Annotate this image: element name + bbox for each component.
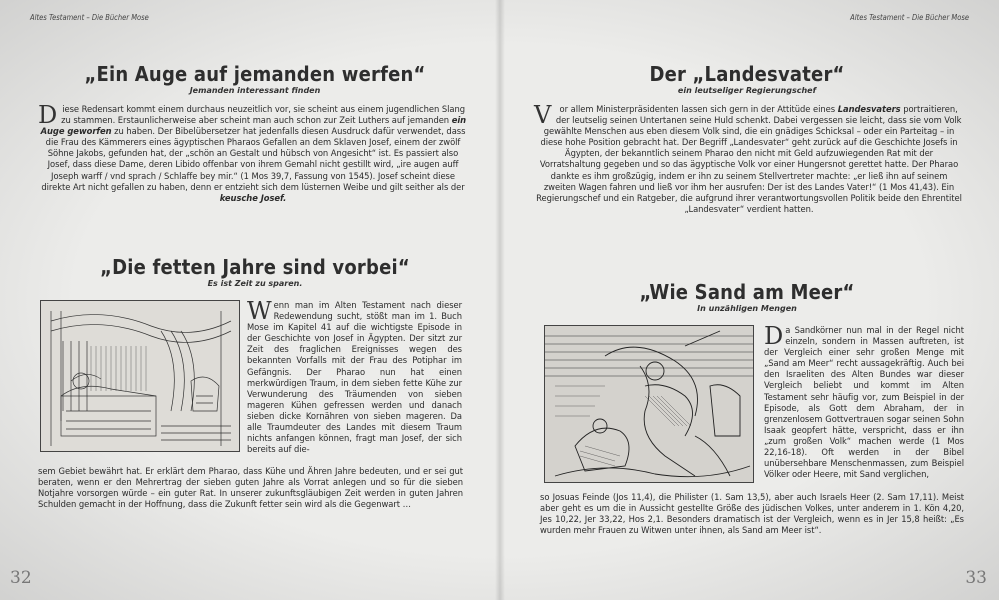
section-body-beside-image: Da Sandkörner nun mal in der Regel nicht einzeln, sondern in Massen auftreten, ist der Vergleich einer sehr großen Menge mit „Sand am Meer“ recht aussagekräftig. Auch bei den Israeliten des Alten Bundes war dieser Vergleich beliebt und kommt im Alten Testament sehr häufig vor, zum Beispiel in der Episode, als Gott dem Abraham, der in grenzenlosem Gottvertrauen sogar seinen Sohn Isaak geopfert hätte, verspricht, dass er ihn „zum großen Volk“ machen werde (1 Mos 22,16-18). Oft werden in der Bibel unübersehbare Menschenmassen, zum Beispiel Völker oder Heere, mit Sand verglichen,: [764, 322, 964, 480]
section-subtitle: ein leutseliger Regierungschef: [677, 86, 817, 95]
woodcut-illustration-abraham: [544, 325, 754, 483]
running-head: Altes Testament – Die Bücher Mose: [850, 13, 969, 22]
dropcap: V: [534, 101, 552, 129]
page-number: 33: [965, 568, 987, 588]
section-body: Vor allem Ministerpräsidenten lassen sich gern in der Attitüde eines Landesvaters portraitieren, der leutselig seinen Untertanen seine Huld schenkt. Dabei vergessen sie leicht, dass sie vom Volk gewählte Menschen aus eben diesem Volk sind, die ein gnädiges Schicksal – oder ein Parteitag – in diese hohe Position gebracht hat. Der Begriff „Landesvater“ geht zurück auf die Geschichte Josefs in Ägypten, der bekanntlich seinem Pharao den nicht mit Geld aufzuwiegenden Rat mit der Vorratshaltung gegeben und so das ägyptische Volk vor einer Hungersnot gerettet hatte. Der Pharao dankte es ihm großzügig, indem er ihn zu seinem Stellvertreter machte: „er ließ ihn auf seinem zweiten Wagen fahren und ließ vor ihm her ausrufen: Der ist des Landes Vater!“ (1 Mos 41,43). Ein Regierungschef und ein Ratgeber, die aufgrund ihrer verantwortungsvollen Politik beide den Ehrentitel „Landesvater“ verdient hatten.: [534, 101, 962, 214]
section-subtitle: Es ist Zeit zu sparen.: [207, 279, 303, 288]
page-number: 32: [10, 568, 32, 588]
dropcap: W: [247, 297, 272, 325]
section-title: „Die fetten Jahre sind vorbei“: [100, 255, 410, 279]
section-body-continued: so Josuas Feinde (Jos 11,4), die Philister (1. Sam 13,5), aber auch Israels Heer (2. Sam 17,11). Meist aber geht es um die in Aussicht gestellte Größe des jüdischen Volkes, unter anderem in 1. Kön 4,20, Jes 10,22, Jer 33,22, Hos 2,1. Besonders dramatisch ist der Vergleich, wenn es in Jer 15,8 heißt: „Es wurden mehr Frauen zu Witwen unter ihnen, als Sand am Meer ist“.: [540, 492, 964, 536]
dropcap: D: [764, 322, 784, 350]
woodcut-drawing: [41, 301, 239, 451]
section-body-beside-image: Wenn man im Alten Testament nach dieser Redewendung sucht, stößt man im 1. Buch Mose im Kapitel 41 auf die wichtigste Episode in der Geschichte von Josef in Ägypten. Der sitzt zur Zeit des fraglichen Ereignisses wegen des bekannten Vorfalls mit der Frau des Potiphar im Gefängnis. Der Pharao nun hat einen merkwürdigen Traum, in dem sieben fette Kühe zur Verwunderung des Träumenden von sieben mageren Kühen gefressen werden und danach sieben dicke Kornähren von sieben mageren. Da alle Traumdeuter des Landes mit diesem Traum nichts anfangen können, fragt man Josef, der sich bereits auf die-: [247, 297, 462, 455]
section-title: Der „Landesvater“: [649, 62, 845, 86]
section-subtitle: Jemanden interessant finden: [189, 86, 321, 95]
section-title: „Ein Auge auf jemanden werfen“: [84, 62, 426, 86]
section-title: „Wie Sand am Meer“: [639, 280, 855, 304]
running-head: Altes Testament – Die Bücher Mose: [30, 13, 149, 22]
woodcut-drawing: [545, 326, 753, 482]
woodcut-illustration-pharaoh-dream: [40, 300, 240, 452]
section-body-continued: sem Gebiet bewährt hat. Er erklärt dem Pharao, dass Kühe und Ähren Jahre bedeuten, und er sei gut beraten, wenn er den Mehrertrag der sieben guten Jahre als Vorrat anlegen und so für die sieben Notjahre vorsorgen würde – ein guter Rat. In unserer zukunftsgläubigen Zeit werden in guten Jahren Schulden gemacht in der Hoffnung, dass die Zukunft fetter sein wird als die Gegenwart …: [38, 466, 463, 510]
section-body: Diese Redensart kommt einem durchaus neuzeitlich vor, sie scheint aus einem jugendlichen Slang zu stammen. Erstaunlicherweise aber scheint man auch schon zur Zeit Luthers auf jemanden ein Auge geworfen zu haben. Der Bibelübersetzer hat jedenfalls diesen Ausdruck dafür verwendet, dass die Frau des Kämmerers eines ägyptischen Pharaos Gefallen an dem Sklaven Josef, einem der zwölf Söhne Jakobs, gefunden hat, der „schön an Gestalt und hübsch von Angesicht“ ist. Es passiert also Josef, dass diese Dame, deren Libido offenbar von ihrem Gemahl nicht gestillt wird, „ire augen auff Joseph warff / vnd sprach / Schlaffe bey mir.“ (1 Mos 39,7, Fassung von 1545). Josef scheint diese direkte Art nicht gefallen zu haben, denn er entzieht sich dem lüsternen Weibe und gilt seither als der keusche Josef.: [38, 101, 467, 203]
right-page: [502, 0, 999, 600]
left-page: [0, 0, 497, 600]
section-subtitle: In unzähligen Mengen: [697, 304, 797, 313]
dropcap: D: [38, 101, 58, 129]
